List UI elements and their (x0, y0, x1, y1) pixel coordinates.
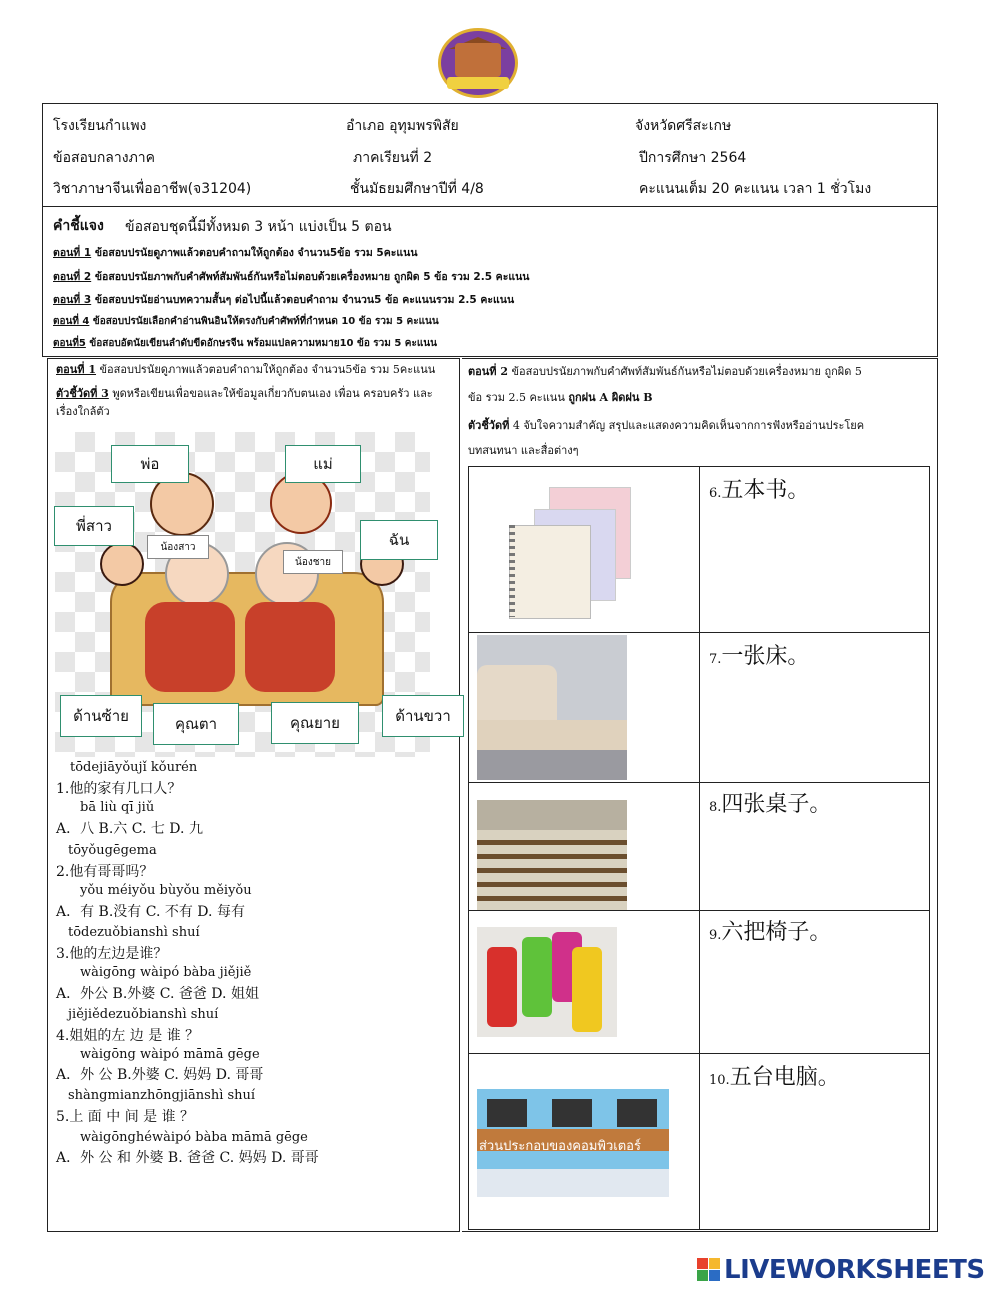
label-younger-brother: น้องชาย (283, 550, 343, 574)
q1-pinyin: tōdejiāyǒujǐ kǒurén (70, 760, 198, 775)
instruction-part-1: ตอนที่ 1 ข้อสอบปรนัยดูภาพแล้วตอบคำถามให้ถูกต้อง จำนวน5ข้อ รวม 5คะแนน (53, 247, 418, 259)
subject: วิชาภาษาจีนเพื่ออาชีพ(จ31204) (53, 181, 252, 197)
indicator-4: ตัวชี้วัดที่ 4 จับใจความสำคัญ สรุปและแสดงความคิดเห็นจากการฟังหรืออ่านประโยค (468, 419, 865, 432)
plastic-chairs-image (477, 927, 617, 1037)
instruction-part-2: ตอนที่ 2 ข้อสอบปรนัยภาพกับคำศัพท์สัมพันธ์กันหรือไม่ตอบด้วยเครื่องหมาย ถูกผิด 5 ข้อ รวม 2.5 คะแนน (53, 271, 530, 283)
bed-image (477, 635, 627, 780)
sentence-6: 6.五本书。 (709, 478, 810, 503)
school-seal-logo (438, 28, 518, 98)
grandpa-body (145, 602, 235, 692)
label-grandma: คุณยาย (271, 702, 359, 744)
q3-options[interactable]: A．外公 B.外婆 C. 爸爸 D. 姐姐 (56, 986, 259, 1002)
indicator-3: ตัวชี้วัดที่ 3 พูดหรือเขียนเพื่อขอและให้ข้อมูลเกี่ยวกับตนเอง เพื่อน ครอบครัว และ (56, 387, 433, 400)
q1-options[interactable]: A．八 B.六 C. 七 D. 九 (56, 821, 203, 837)
liveworksheets-brand: LIVEWORKSHEETS (724, 1255, 985, 1285)
label-younger-sister: น้องสาว (147, 535, 209, 559)
image-word-table (468, 466, 930, 1230)
score-time: คะแนนเต็ม 20 คะแนน เวลา 1 ชั่วโมง (639, 181, 872, 197)
q5-options-pinyin: wàigōnghéwàipó bàba māmā gēge (80, 1130, 308, 1145)
sentence-8: 8.四张桌子。 (709, 792, 832, 817)
q5-options[interactable]: A．外 公 和 外婆 B. 爸爸 C. 妈妈 D. 哥哥 (56, 1150, 319, 1166)
liveworksheets-logo-icon (697, 1258, 721, 1282)
label-me: ฉัน (360, 520, 438, 560)
part-2-heading-cont: ข้อ รวม 2.5 คะแนน ถูกฝน A ผิดฝน B (468, 391, 653, 404)
q5-pinyin: shàngmianzhōngjiānshì shuí (68, 1088, 256, 1103)
label-right-side: ด้านขวา (382, 695, 464, 737)
label-father: พ่อ (111, 445, 189, 483)
q4-options-pinyin: wàigōng wàipó māmā gēge (80, 1047, 260, 1062)
instruction-part-5: ตอนที่5 ข้อสอบอัตนัยเขียนลำดับขีดอักษรจีน พร้อมแปลความหมาย10 ข้อ รวม 5 คะแนน (53, 338, 437, 349)
q2-pinyin: tōyǒugēgema (68, 843, 157, 858)
instruction-part-4: ตอนที่ 4 ข้อสอบปรนัยเลือกคำอ่านพินอินให้ตรงกับคำศัพท์ที่กำหนด 10 ข้อ รวม 5 คะแนน (53, 316, 439, 327)
q4-options[interactable]: A．外 公 B.外婆 C. 妈妈 D. 哥哥 (56, 1067, 264, 1083)
q3-options-pinyin: wàigōng wàipó bàba jiějiě (80, 965, 252, 980)
academic-year: ปีการศึกษา 2564 (639, 150, 747, 166)
part-2-heading: ตอนที่ 2 ข้อสอบปรนัยภาพกับคำศัพท์สัมพันธ์กันหรือไม่ตอบด้วยเครื่องหมาย ถูกผิด 5 (468, 365, 862, 378)
indicator-3-cont: เรื่องใกล้ตัว (56, 405, 110, 418)
computer-lab-image (477, 1089, 669, 1197)
label-left-side: ด้านซ้าย (60, 695, 142, 737)
school-name: โรงเรียนกำแพง (53, 118, 147, 134)
sentence-7: 7.一张床。 (709, 644, 810, 669)
q3-pinyin: tōdezuǒbianshì shuí (68, 925, 200, 940)
q4-pinyin: jiějiědezuǒbianshì shuí (68, 1007, 219, 1022)
instruction-part-3: ตอนที่ 3 ข้อสอบปรนัยอ่านบทความสั้นๆ ต่อไปนี้แล้วตอบคำถาม จำนวน5 ข้อ คะแนนรวม 2.5 คะแนน (53, 294, 515, 306)
q2-question: 2.他有哥哥吗？ (56, 864, 154, 880)
q2-options-pinyin: yǒu méiyǒu bùyǒu měiyǒu (80, 883, 252, 898)
grade: ชั้นมัธยมศึกษาปีที่ 4/8 (350, 181, 484, 197)
q3-question: 3.他的左边是谁？ (56, 946, 168, 962)
sentence-9: 9.六把椅子。 (709, 920, 832, 945)
sentence-10: 10.五台电脑。 (709, 1065, 840, 1090)
notebooks-image (489, 487, 629, 617)
semester: ภาคเรียนที่ 2 (353, 150, 433, 166)
q1-options-pinyin: bā liù qī jiǔ (80, 800, 155, 815)
part-1-heading: ตอนที่ 1 ข้อสอบปรนัยดูภาพแล้วตอบคำถามให้ถูกต้อง จำนวน5ข้อ รวม 5คะแนน (56, 363, 436, 376)
label-mother: แม่ (285, 445, 361, 483)
province: จังหวัดศรีสะเกษ (635, 118, 732, 134)
computer-caption: ส่วนประกอบของคอมพิวเตอร์ (479, 1139, 641, 1154)
grandma-body (245, 602, 335, 692)
q1-question: 1.他的家有几口人？ (56, 781, 182, 797)
q5-question: 5.上 面 中 间 是 谁 ？ (56, 1109, 195, 1125)
instructions-title: คำชี้แจง (53, 218, 104, 234)
canteen-tables-image (477, 800, 627, 910)
label-grandpa: คุณตา (153, 703, 239, 745)
instructions-summary: ข้อสอบชุดนี้มีทั้งหมด 3 หน้า แบ่งเป็น 5 ตอน (125, 219, 392, 235)
indicator-4-cont: บทสนทนา และสื่อต่างๆ (468, 444, 579, 457)
exam-header (42, 103, 938, 357)
exam-type: ข้อสอบกลางภาค (53, 150, 156, 166)
q4-question: 4.姐姐的左 边 是 谁 ？ (56, 1028, 200, 1044)
older-sister-figure (100, 542, 144, 586)
district: อำเภอ อุทุมพรพิสัย (346, 118, 459, 134)
q2-options[interactable]: A．有 B.没有 C. 不有 D. 每有 (56, 904, 245, 920)
label-older-sister: พี่สาว (54, 506, 134, 546)
